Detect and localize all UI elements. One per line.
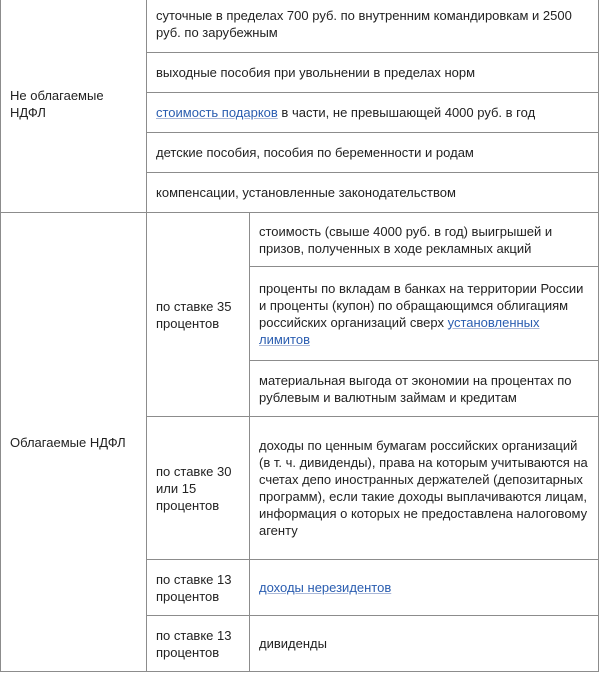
rate-13-label: по ставке 13 процентов	[147, 560, 250, 616]
taxable-item: стоимость (свыше 4000 руб. в год) выигрышей и призов, полученных в ходе рекламных акций	[250, 213, 599, 267]
table-row	[1, 0, 599, 53]
deposit-interest-text: проценты по вкладам в банках на территории России и проценты (купон) по обращающимся облигациям российских организаций сверх	[259, 280, 584, 330]
taxable-item: материальная выгода от экономии на процентах по рублевым и валютным займам и кредитам	[250, 361, 599, 417]
non-taxable-item: компенсации, установленные законодательством	[147, 173, 599, 213]
non-taxable-item	[147, 93, 599, 133]
non-resident-income-link[interactable]: доходы нерезидентов	[259, 580, 392, 595]
taxable-group-label: Облагаемые НДФЛ	[1, 213, 147, 672]
table-row	[1, 213, 599, 267]
gifts-cost-link[interactable]: стоимость подарков	[156, 105, 278, 120]
rate-35-label: по ставке 35 процентов	[147, 213, 250, 417]
rate-30-15-label: по ставке 30 или 15 процентов	[147, 417, 250, 560]
non-taxable-item: выходные пособия при увольнении в пределах норм	[147, 53, 599, 93]
established-limits-link[interactable]: установленных лимитов	[259, 314, 540, 347]
gifts-cost-text: в части, не превышающей 4000 руб. в год	[277, 105, 536, 120]
taxable-item: дивиденды	[250, 616, 599, 672]
taxable-item: доходы по ценным бумагам российских организаций (в т. ч. дивиденды), права на которым учитываются на счетах депо иностранных держателей (депозитарных программ), если такие доходы выплачиваются лицам, информация о которых не предоставлена налоговому агенту	[250, 417, 599, 560]
non-taxable-group-label: Не облагаемые НДФЛ	[1, 0, 147, 213]
rate-13-label: по ставке 13 процентов	[147, 616, 250, 672]
taxable-item	[250, 560, 599, 616]
non-taxable-item: суточные в пределах 700 руб. по внутренним командировкам и 2500 руб. по зарубежным	[147, 0, 599, 53]
taxable-item	[250, 267, 599, 361]
non-taxable-item: детские пособия, пособия по беременности и родам	[147, 133, 599, 173]
